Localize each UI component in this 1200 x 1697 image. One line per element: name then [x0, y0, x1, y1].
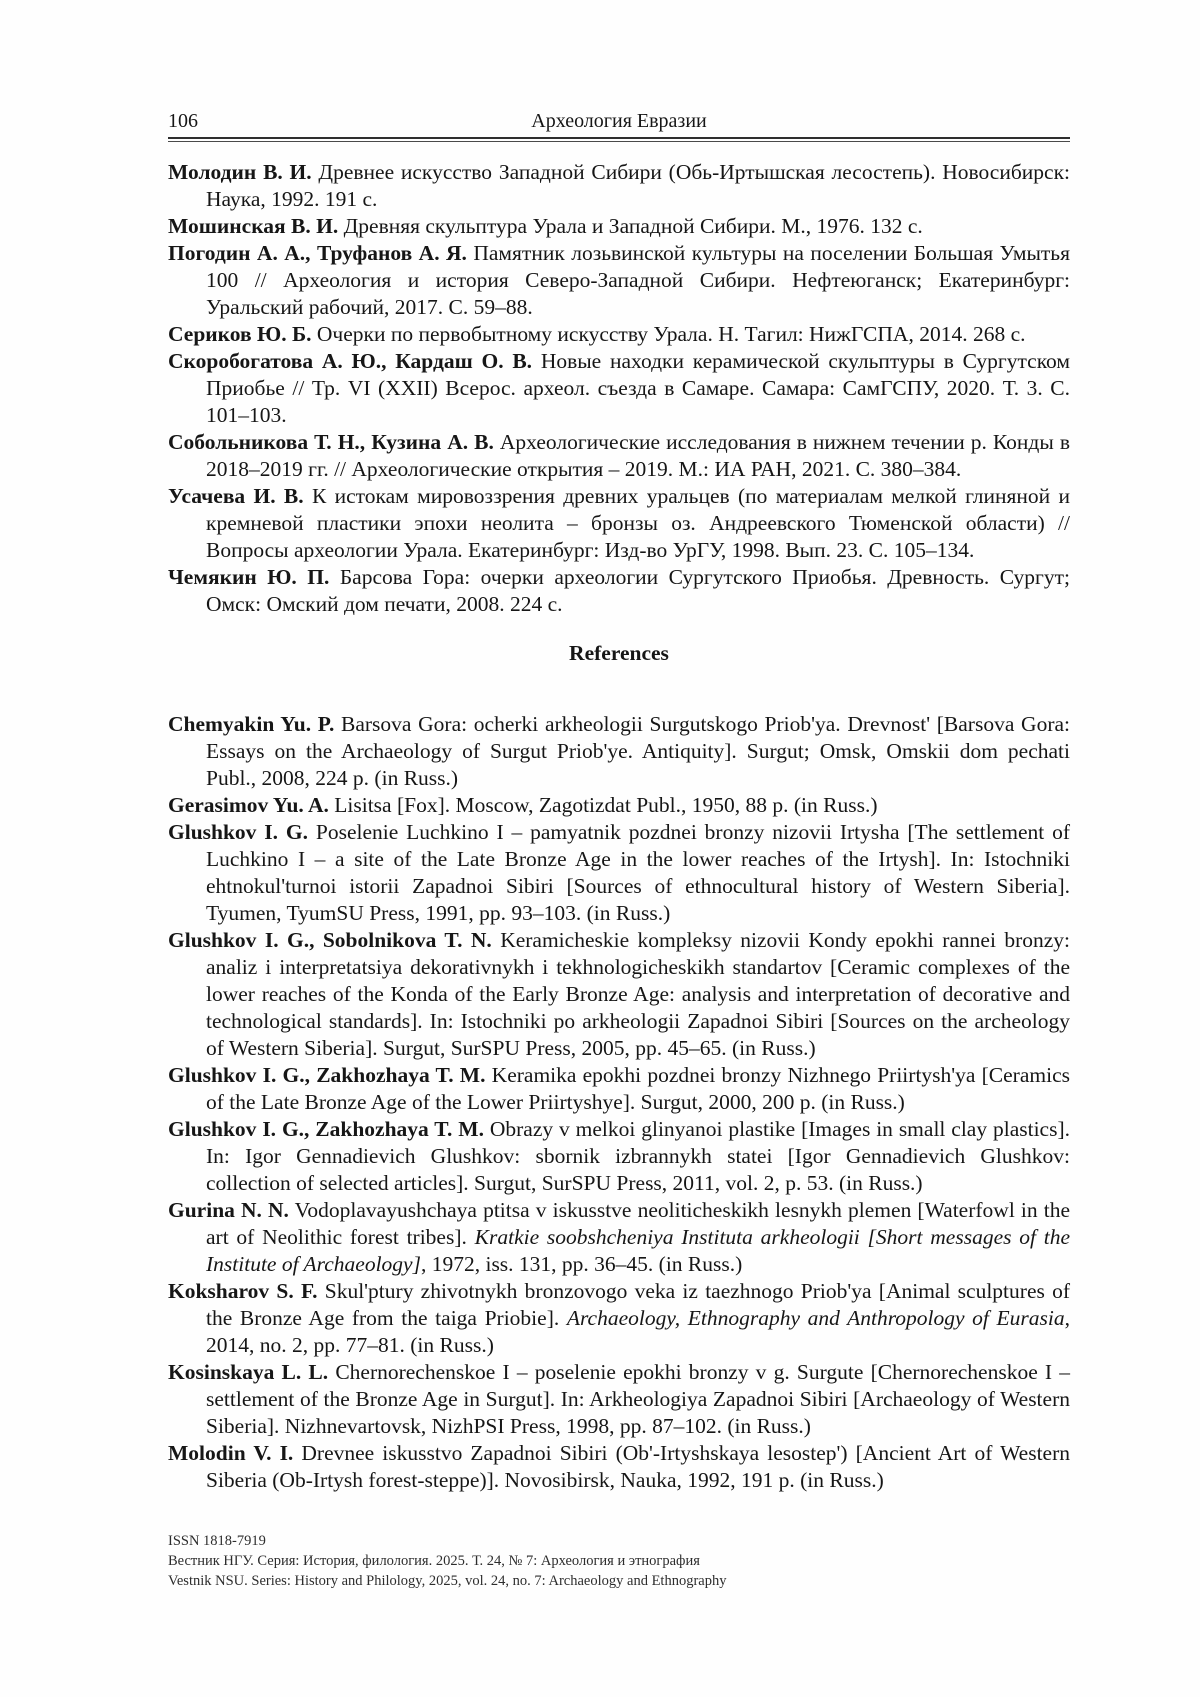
- reference-authors: Chemyakin Yu. P.: [168, 712, 335, 736]
- reference-entry: [168, 321, 1070, 348]
- reference-authors: Сериков Ю. Б.: [168, 322, 312, 346]
- running-title: Археология Евразии: [531, 110, 707, 132]
- references-heading: References: [569, 641, 669, 665]
- page-number: 106: [168, 110, 198, 132]
- reference-text: Obrazy v melkoi glinyanoi plastike [Images in small clay plastics]. In: Igor Gennadievich Glushkov: sbornik izbrannykh statei [Igor Gennadievich Glushkov: collection of selected articles]. Surgut, SurSPU Press, 2011, vol. 2, p. 53. (in Russ.): [206, 1117, 1070, 1195]
- reference-text: Археологические исследования в нижнем течении р. Конды в 2018–2019 гг. // Археологические открытия – 2019. М.: ИА РАН, 2021. С. 380–384.: [206, 430, 1070, 481]
- reference-authors: Glushkov I. G., Zakhozhaya T. M.: [168, 1117, 484, 1141]
- reference-text: Древняя скульптура Урала и Западной Сибири. М., 1976. 132 с.: [338, 214, 923, 238]
- reference-authors: Собольникова Т. Н., Кузина А. В.: [168, 430, 494, 454]
- reference-authors: Glushkov I. G.: [168, 820, 309, 844]
- reference-text: Lisitsa [Fox]. Moscow, Zagotizdat Publ., 1950, 88 p. (in Russ.): [328, 793, 878, 817]
- reference-entry: [168, 240, 1070, 321]
- reference-entry: [168, 564, 1070, 618]
- reference-entry: [168, 711, 1070, 792]
- reference-authors: Скоробогатова А. Ю., Кардаш О. В.: [168, 349, 533, 373]
- reference-text: Очерки по первобытному искусству Урала. Н. Тагил: НижГСПА, 2014. 268 с.: [311, 322, 1026, 346]
- reference-entry: [168, 483, 1070, 564]
- reference-text: Vodoplavayushchaya ptitsa v iskusstve neoliticheskikh lesnykh plemen [Waterfowl in the art of Neolithic forest tribes].: [206, 1198, 1070, 1249]
- russian-references-list: [168, 159, 1070, 618]
- reference-authors: Molodin V. I.: [168, 1441, 294, 1465]
- reference-authors: Gurina N. N.: [168, 1198, 289, 1222]
- footer-journal-ru: Вестник НГУ. Серия: История, филология. 2025. Т. 24, № 7: Археология и этнография: [168, 1553, 700, 1569]
- reference-text: Памятник лозьвинской культуры на поселении Большая Умытья 100 // Археология и история Северо-Западной Сибири. Нефтеюганск; Екатеринбург: Уральский рабочий, 2017. С. 59–88.: [206, 241, 1071, 319]
- reference-entry: [168, 1197, 1070, 1278]
- reference-entry: [168, 348, 1070, 429]
- reference-text: , 2014, no. 2, pp. 77–81. (in Russ.): [206, 1306, 1070, 1357]
- reference-entry: [168, 1440, 1070, 1494]
- reference-text: Keramika epokhi pozdnei bronzy Nizhnego Priirtysh'ya [Ceramics of the Late Bronze Age of the Lower Priirtyshye]. Surgut, 2000, 200 p. (in Russ.): [206, 1063, 1070, 1114]
- page-content: [168, 108, 1070, 1494]
- reference-source-title: Kratkie soobshcheniya Instituta arkheologii [Short messages of the Institute of Archaeology]: [206, 1225, 1070, 1276]
- reference-authors: Усачева И. В.: [168, 484, 304, 508]
- reference-authors: Gerasimov Yu. A.: [168, 793, 329, 817]
- reference-entry: [168, 792, 1070, 819]
- journal-footer: [168, 1531, 1048, 1591]
- reference-text: Barsova Gora: ocherki arkheologii Surgutskogo Priob'ya. Drevnost' [Barsova Gora: Essays on the Archaeology of Surgut Priob'ye. Antiquity]. Surgut; Omsk, Omskii dom pechati Publ., 2008, 224 p. (in Russ.): [206, 712, 1070, 790]
- reference-authors: Glushkov I. G., Zakhozhaya T. M.: [168, 1063, 486, 1087]
- reference-entry: [168, 429, 1070, 483]
- reference-text: К истокам мировоззрения древних уральцев (по материалам мелкой глиняной и кремневой пластики эпохи неолита – бронзы оз. Андреевского Тюменской области) // Вопросы археологии Урала. Екатеринбург: Изд-во УрГУ, 1998. Вып. 23. С. 105–134.: [206, 484, 1071, 562]
- running-header: [168, 108, 1070, 134]
- reference-text: Keramicheskie kompleksy nizovii Kondy epokhi rannei bronzy: analiz i interpretatsiya dekorativnykh i tekhnologicheskikh standartov [Ceramic complexes of the lower reaches of the Konda of the Early Bronze Age: analysis and interpretation of decorative and technological standards]. In: Istochniki po arkheologii Zapadnoi Sibiri [Sources on the archeology of Western Siberia]. Surgut, SurSPU Press, 2005, pp. 45–65. (in Russ.): [206, 928, 1071, 1060]
- reference-authors: Погодин А. А., Труфанов А. Я.: [168, 241, 467, 265]
- reference-entry: [168, 1062, 1070, 1116]
- reference-entry: [168, 819, 1070, 927]
- footer-journal-en: Vestnik NSU. Series: History and Philology, 2025, vol. 24, no. 7: Archaeology and Ethnography: [168, 1573, 727, 1589]
- reference-entry: [168, 1116, 1070, 1197]
- reference-authors: Kosinskaya L. L.: [168, 1360, 329, 1384]
- footer-issn: ISSN 1818-7919: [168, 1533, 266, 1549]
- reference-authors: Молодин В. И.: [168, 160, 312, 184]
- reference-text: Древнее искусство Западной Сибири (Обь-Иртышская лесостепь). Новосибирск: Наука, 1992. 191 с.: [206, 160, 1070, 211]
- reference-text: Барсова Гора: очерки археологии Сургутского Приобья. Древность. Сургут; Омск: Омский дом печати, 2008. 224 с.: [206, 565, 1070, 616]
- header-rule: [168, 137, 1070, 142]
- reference-authors: Мошинская В. И.: [168, 214, 339, 238]
- reference-text: Poselenie Luchkino I – pamyatnik pozdnei bronzy nizovii Irtysha [The settlement of Luchkino I – a site of the Late Bronze Age in the lower reaches of the Irtysh]. In: Istochniki ehtnokul'turnoi istorii Zapadnoi Sibiri [Sources of ethnocultural history of Western Siberia]. Tyumen, TyumSU Press, 1991, pp. 93–103. (in Russ.): [206, 820, 1071, 925]
- reference-entry: [168, 927, 1070, 1062]
- reference-entry: [168, 159, 1070, 213]
- reference-entry: [168, 213, 1070, 240]
- reference-text: Chernorechenskoe I – poselenie epokhi bronzy v g. Surgute [Chernorechenskoe I – settlement of the Bronze Age in Surgut]. In: Arkheologiya Zapadnoi Sibiri [Archaeology of Western Siberia]. Nizhnevartovsk, NizhPSI Press, 1998, pp. 87–102. (in Russ.): [206, 1360, 1070, 1438]
- reference-entry: [168, 1278, 1070, 1359]
- english-references-list: [168, 711, 1070, 1494]
- reference-authors: Чемякин Ю. П.: [168, 565, 330, 589]
- reference-text: Новые находки керамической скульптуры в Сургутском Приобье // Тр. VI (XXII) Всерос. археол. съезда в Самаре. Самара: СамГСПУ, 2020. Т. 3. С. 101–103.: [206, 349, 1071, 427]
- reference-authors: Koksharov S. F.: [168, 1279, 318, 1303]
- reference-entry: [168, 1359, 1070, 1440]
- reference-source-title: Archaeology, Ethnography and Anthropology of Eurasia: [566, 1306, 1065, 1330]
- reference-text: Drevnee iskusstvo Zapadnoi Sibiri (Ob'-Irtyshskaya lesostep') [Ancient Art of Western Siberia (Ob-Irtysh forest-steppe)]. Novosibirsk, Nauka, 1992, 191 p. (in Russ.): [206, 1441, 1071, 1492]
- reference-text: Skul'ptury zhivotnykh bronzovogo veka iz taezhnogo Priob'ya [Animal sculptures of the Bronze Age from the taiga Priobie].: [206, 1279, 1070, 1330]
- reference-text: , 1972, iss. 131, pp. 36–45. (in Russ.): [420, 1252, 743, 1276]
- reference-authors: Glushkov I. G., Sobolnikova T. N.: [168, 928, 492, 952]
